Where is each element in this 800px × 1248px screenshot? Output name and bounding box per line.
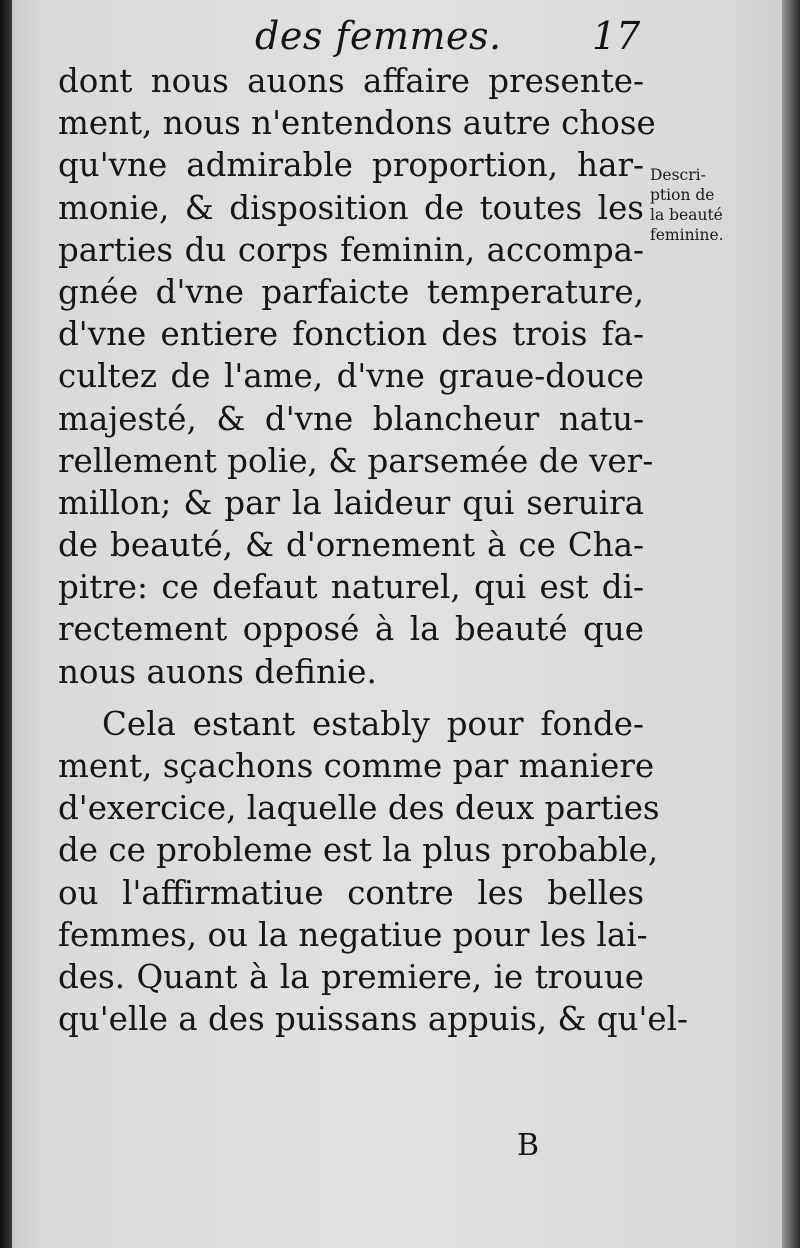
text-line: pitre: ce defaut naturel, qui est di-	[58, 568, 644, 607]
text-line: d'exercice, laquelle des deux parties	[58, 789, 660, 828]
text-line: ment, sçachons comme par maniere	[58, 747, 655, 785]
text-line: femmes, ou la negatiue pour les lai-	[58, 915, 648, 954]
text-line: de beauté, & d'ornement à ce Cha-	[58, 526, 644, 565]
paragraph-2	[58, 703, 689, 1041]
text-line: majesté, & d'vne blancheur natu-	[58, 399, 644, 438]
text-line: millon; & par la laideur qui seruira	[58, 483, 644, 522]
text-line: monie, & disposition de toutes les	[58, 188, 644, 227]
text-line: parties du corps feminin, accompa-	[58, 230, 644, 269]
text-line: nous auons definie.	[58, 652, 377, 691]
margin-note-line: Descri-	[650, 166, 706, 184]
text-line: d'vne entiere fonction des trois fa-	[58, 315, 644, 354]
signature-mark: B	[517, 1128, 540, 1163]
text-line: rectement opposé à la beauté que	[58, 610, 644, 649]
text-line: ment, nous n'entendons autre chose	[58, 104, 656, 143]
text-line: des. Quant à la premiere, ie trouue	[58, 957, 644, 996]
text-line: cultez de l'ame, d'vne graue-douce	[58, 357, 644, 396]
text-line: gnée d'vne parfaicte temperature,	[58, 272, 644, 311]
margin-note-line: la beauté	[650, 206, 723, 224]
text-line: rellement polie, & parsemée de ver-	[58, 441, 654, 480]
margin-note	[650, 165, 724, 245]
margin-note-line: feminine.	[650, 226, 724, 244]
text-line: qu'vne admirable proportion, har-	[58, 146, 644, 185]
text-line: dont nous auons affaire presente-	[58, 62, 644, 100]
margin-note-line: ption de	[650, 186, 715, 204]
running-title: des femmes.	[255, 14, 502, 58]
paragraph-1	[58, 60, 656, 693]
page-number: 17	[592, 14, 641, 58]
text-line: qu'elle a des puissans appuis, & qu'el-	[58, 1000, 689, 1039]
text-line: Cela estant estably pour fonde-	[102, 704, 644, 743]
paragraph-gap	[58, 693, 644, 703]
text-line: ou l'affirmatiue contre les belles	[58, 873, 644, 912]
text-line: de ce probleme est la plus probable,	[58, 831, 659, 870]
page-gutter-shadow	[0, 0, 12, 1248]
page-right-edge	[782, 0, 800, 1248]
